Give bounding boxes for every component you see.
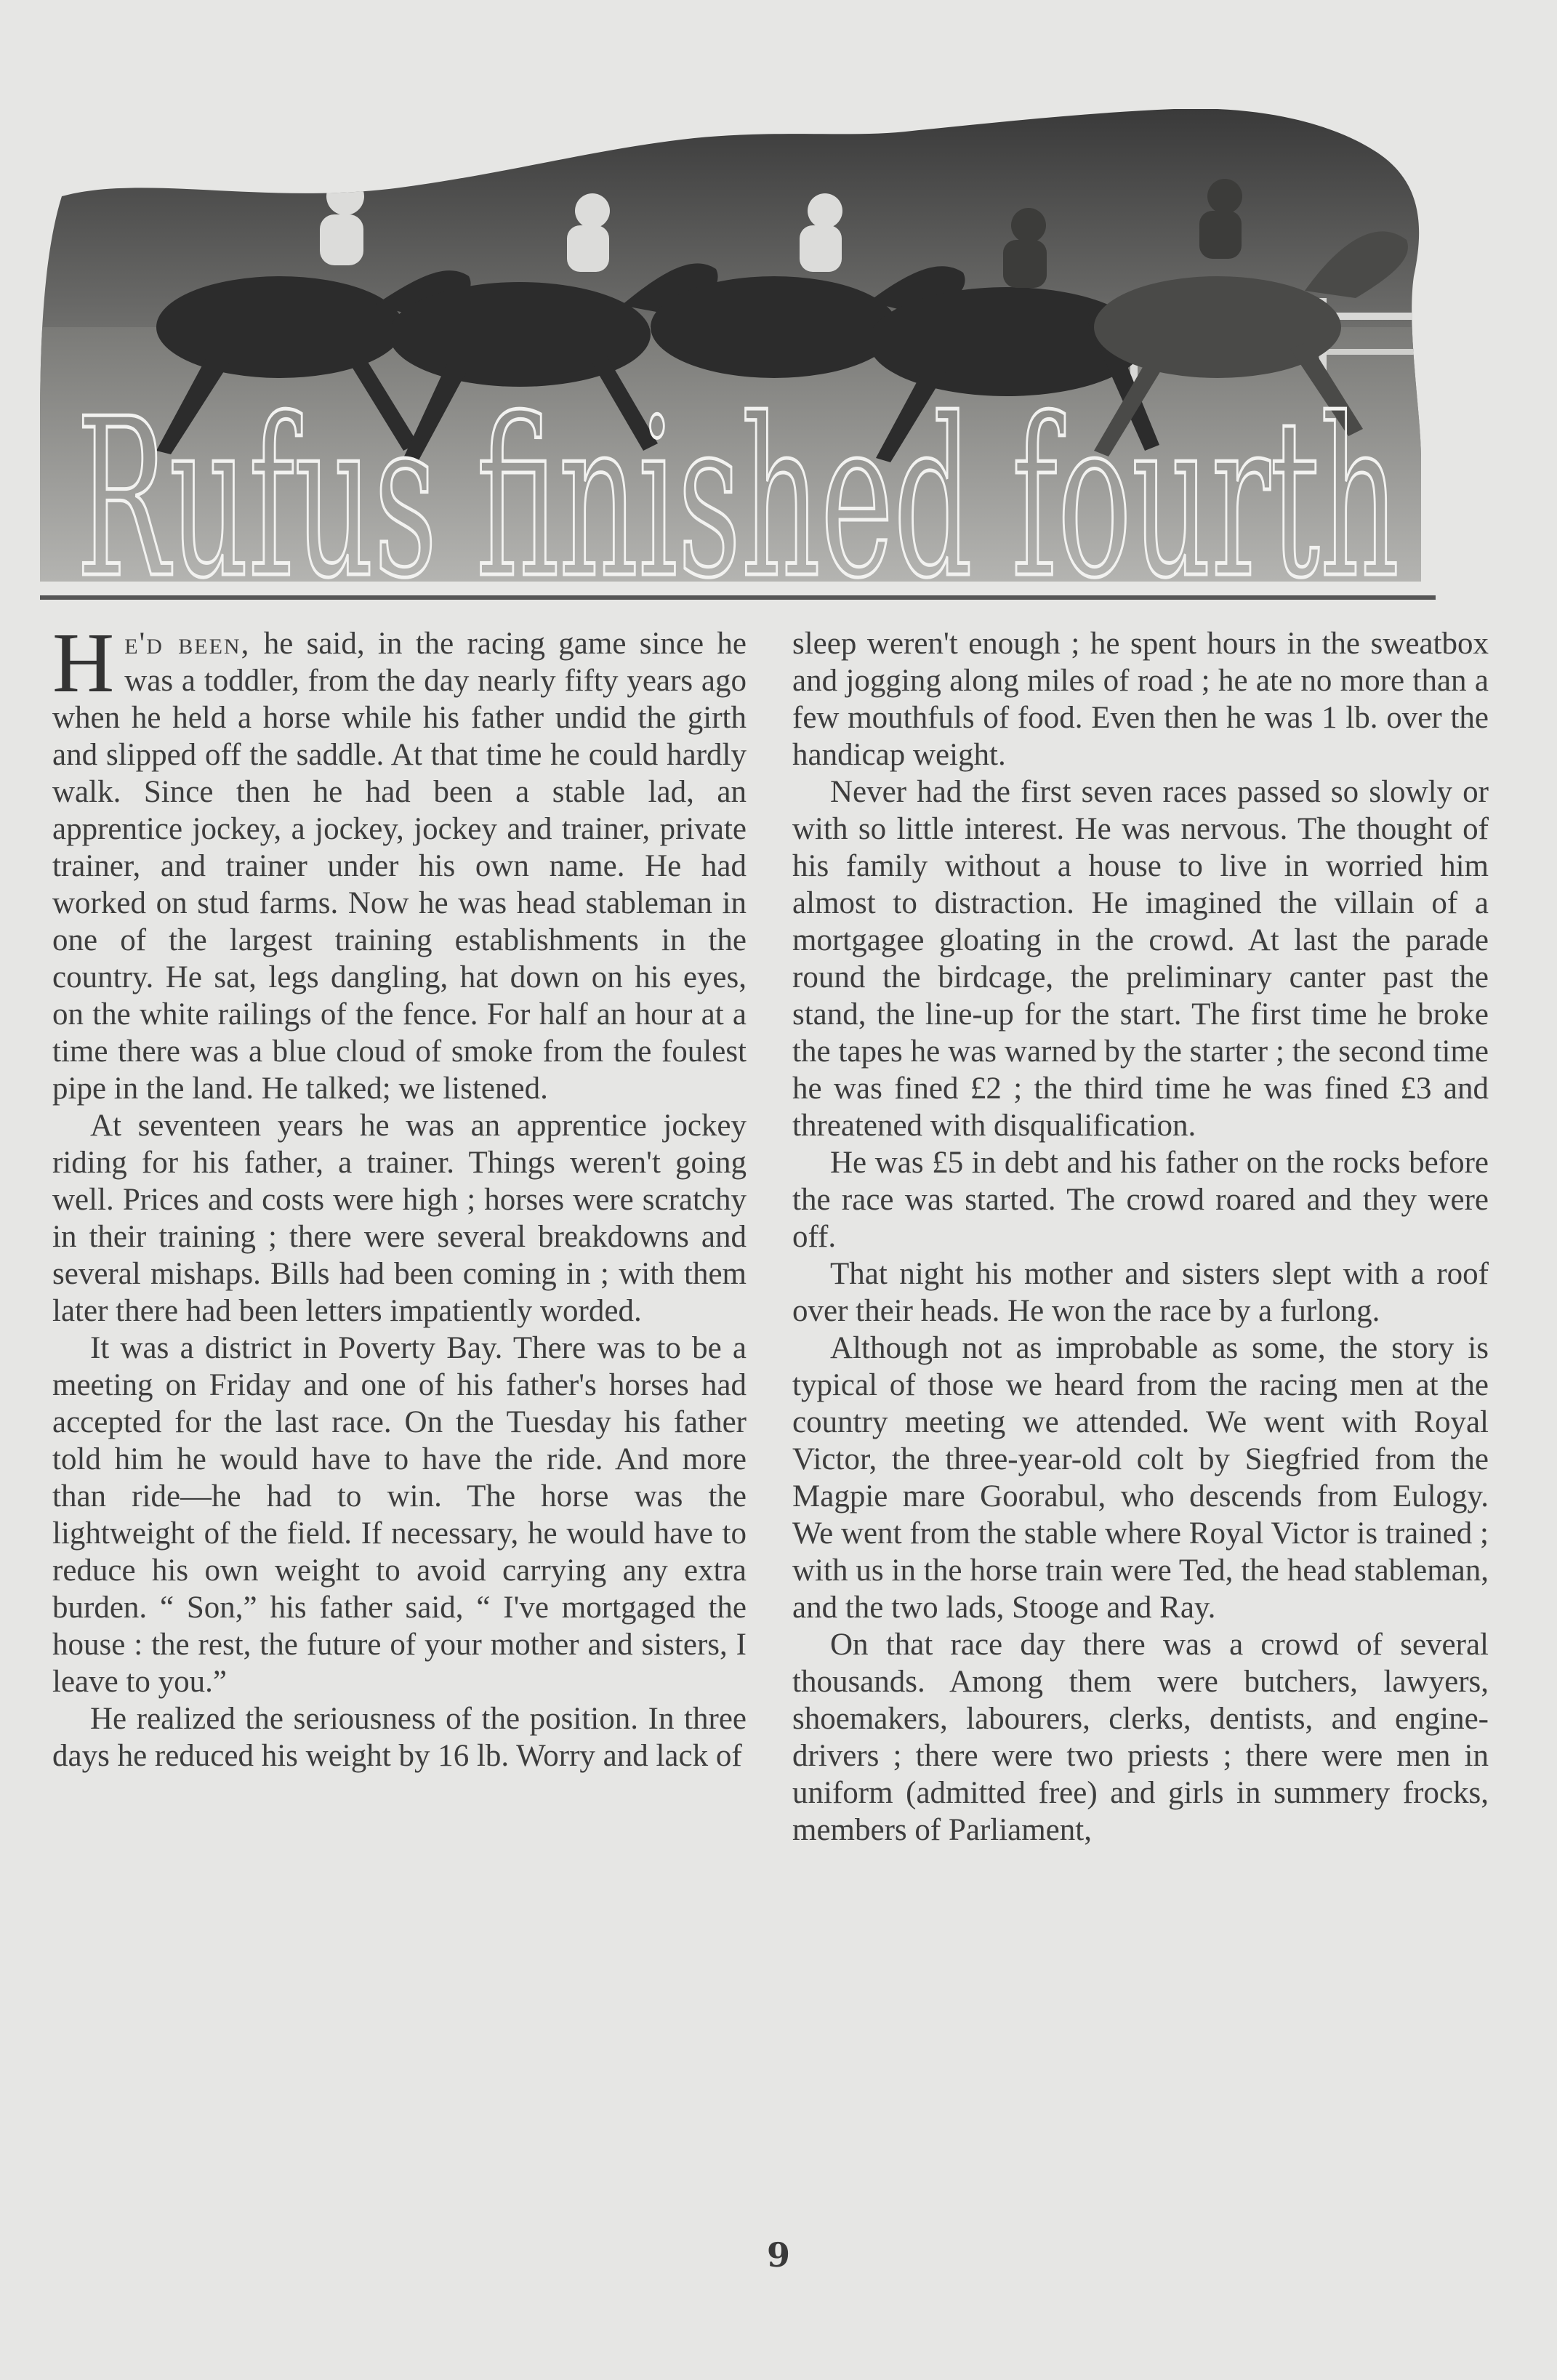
opening-paragraph [52, 615, 747, 1107]
left-column [52, 615, 747, 1774]
paragraph: At seventeen years he was an apprentice jockey riding for his father, a trainer. Things weren't going well. Prices and costs were high ; horses were scratchy in their training ; there were several breakdowns and several mishaps. Bills had been coming in ; with them later there had been letters impatiently worded. [52, 1109, 747, 1328]
paragraph: Never had the first seven races passed so slowly or with so little interest. He was nervous. The thought of his family without a house to live in worried him almost to distraction. He imagined the villain of a mortgagee gloating in the crowd. At last the parade round the birdcage, the preliminary canter past the stand, the line-up for the start. The first time he broke the tapes he was warned by the starter ; the second time he was fined £2 ; the third time he was fined £3 and threatened with disqualification. [792, 775, 1489, 1143]
page-number: 9 [766, 2235, 790, 2275]
paragraph: Although not as improbable as some, the story is typical of those we heard from the racing men at the country meeting we attended. We went with Royal Victor, the three-year-old colt by Siegfried from the Magpie mare Goorabul, who descends from Eulogy. We went from the stable where Royal Victor is trained ; with us in the horse train were Ted, the head stableman, and the two lads, Stooge and Ray. [792, 1331, 1489, 1625]
paragraph: That night his mother and sisters slept with a roof over their heads. He won the race by a furlong. [792, 1257, 1489, 1328]
paragraph-text: he said, in the racing game since he was a toddler, from the day nearly fifty years ago when he held a horse while his father undid the girth and slipped off the saddle. At that time he could hardly walk. Since then he had been a stable lad, an apprentice jockey, a jockey, jockey and trainer, private trainer, and trainer under his own name. He had worked on stud farms. Now he was head stableman in one of the largest training establishments in the country. He sat, legs dangling, hat down on his eyes, on the white railings of the fence. For half an hour at a time there was a blue cloud of smoke from the foulest pipe in the land. He talked; we listened. [52, 627, 747, 1106]
paragraph: sleep weren't enough ; he spent hours in the sweatbox and jogging along miles of road ; he ate no more than a few mouthfuls of food. Even then he was 1 lb. over the handicap weight. [792, 627, 1489, 772]
paragraph: He was £5 in debt and his father on the rocks before the race was started. The crowd roared and they were off. [792, 1146, 1489, 1254]
header-illustration [40, 109, 1436, 603]
paragraph: He realized the seriousness of the position. In three days he reduced his weight by 16 lb. Worry and lack of [52, 1702, 747, 1773]
horse-race-photo [40, 109, 1436, 603]
opening-smallcaps: e'd been, [124, 627, 251, 661]
paragraph: It was a district in Poverty Bay. There was to be a meeting on Friday and one of his father's horses had accepted for the last race. On the Tuesday his father told him he would have to have the ride. And more than ride—he had to win. The horse was the lightweight of the field. If necessary, he would have to reduce his own weight to avoid carrying any extra burden. “ Son,” his father said, “ I've mortgaged the house : the rest, the future of your mother and sisters, I leave to you.” [52, 1331, 747, 1699]
right-column [792, 625, 1489, 1849]
article-title: Rufus finished fourth [76, 372, 1399, 603]
paragraph: On that race day there was a crowd of several thousands. Among them were butchers, lawyers, shoemakers, labourers, clerks, dentists, and engine-drivers ; there were two priests ; there were men in uniform (admitted free) and girls in summery frocks, members of Parliament, [792, 1628, 1489, 1847]
drop-cap: H [52, 615, 115, 710]
